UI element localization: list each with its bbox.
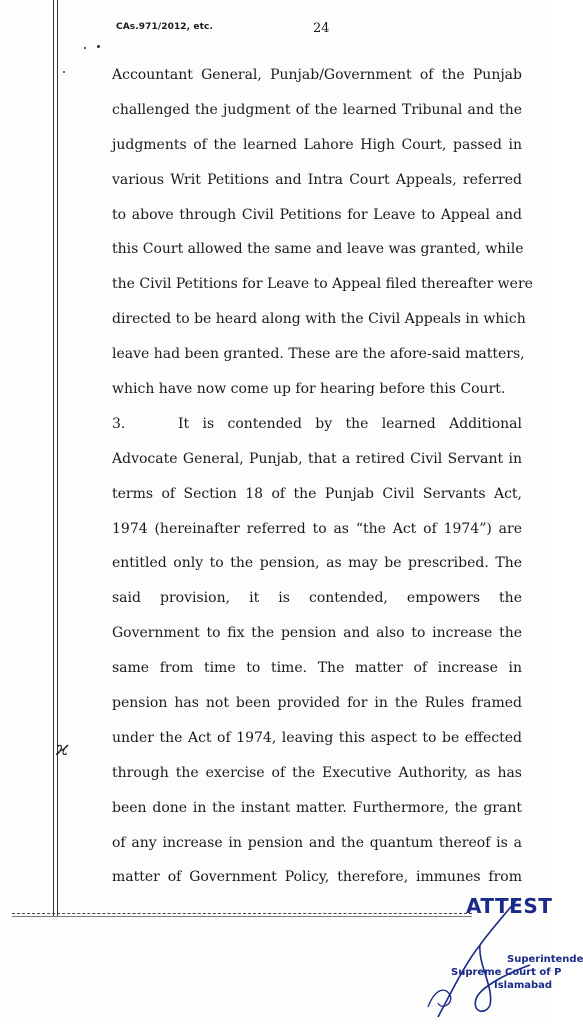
stamp-location: Islamabad: [494, 980, 553, 991]
text-line: been done in the instant matter. Furthermore, the grant: [112, 799, 522, 816]
text-line: Accountant General, Punjab/Government of the Punjab: [112, 67, 522, 83]
text-line: various Writ Petitions and Intra Court Appeals, referred: [112, 171, 522, 188]
scan-speck: [63, 71, 65, 73]
text-line: challenged the judgment of the learned Tribunal and the: [112, 101, 522, 118]
judgment-body: [112, 62, 533, 899]
paragraph-3-opening: [112, 411, 522, 446]
text-line: matter of Government Policy, therefore, immunes from: [112, 869, 522, 886]
binding-line: [57, 0, 58, 916]
paragraph-number: 3.: [112, 415, 126, 432]
text-line: terms of Section 18 of the Punjab Civil Servants Act,: [112, 485, 522, 502]
stamp-designation: Superintende: [507, 954, 583, 965]
text-line: Government to fix the pension and also to increase the: [112, 625, 522, 642]
text-line: It is contended by the learned Additional: [178, 415, 522, 432]
text-line: through the exercise of the Executive Authority, as has: [112, 764, 522, 781]
scan-speck: [84, 47, 86, 49]
binding-line: [53, 0, 54, 916]
text-line: the Civil Petitions for Leave to Appeal filed thereafter were: [112, 276, 533, 293]
text-line: this Court allowed the same and leave was granted, while: [112, 241, 524, 258]
text-line: said provision, it is contended, empowers the: [112, 590, 522, 607]
page-bottom-rule: [12, 916, 472, 917]
text-line: Advocate General, Punjab, that a retired Civil Servant in: [112, 450, 522, 467]
text-line: leave had been granted. These are the afore-said matters,: [112, 346, 525, 363]
text-line: entitled only to the pension, as may be prescribed. The: [112, 555, 522, 572]
margin-annotation-mark: ϰ: [56, 736, 69, 760]
case-reference: CAs.971/2012, etc.: [116, 22, 213, 32]
stamp-court-name: Supreme Court of P: [451, 967, 562, 978]
text-line: under the Act of 1974, leaving this aspect to be effected: [112, 729, 522, 746]
text-line: to above through Civil Petitions for Leave to Appeal and: [112, 206, 522, 223]
text-line: which have now come up for hearing before this Court.: [112, 381, 506, 398]
text-line: of any increase in pension and the quantum thereof is a: [112, 834, 522, 851]
text-line: directed to be heard along with the Civil Appeals in which: [112, 311, 526, 328]
text-line: same from time to time. The matter of increase in: [112, 660, 522, 677]
text-line: judgments of the learned Lahore High Court, passed in: [112, 136, 522, 153]
text-line: 1974 (hereinafter referred to as “the Act of 1974”) are: [112, 520, 522, 537]
page-bottom-rule: [12, 913, 472, 914]
page-number: 24: [313, 21, 330, 36]
scan-speck: [97, 45, 100, 48]
attested-stamp-title: ATTEST: [466, 894, 553, 918]
text-line: pension has not been provided for in the Rules framed: [112, 695, 522, 712]
